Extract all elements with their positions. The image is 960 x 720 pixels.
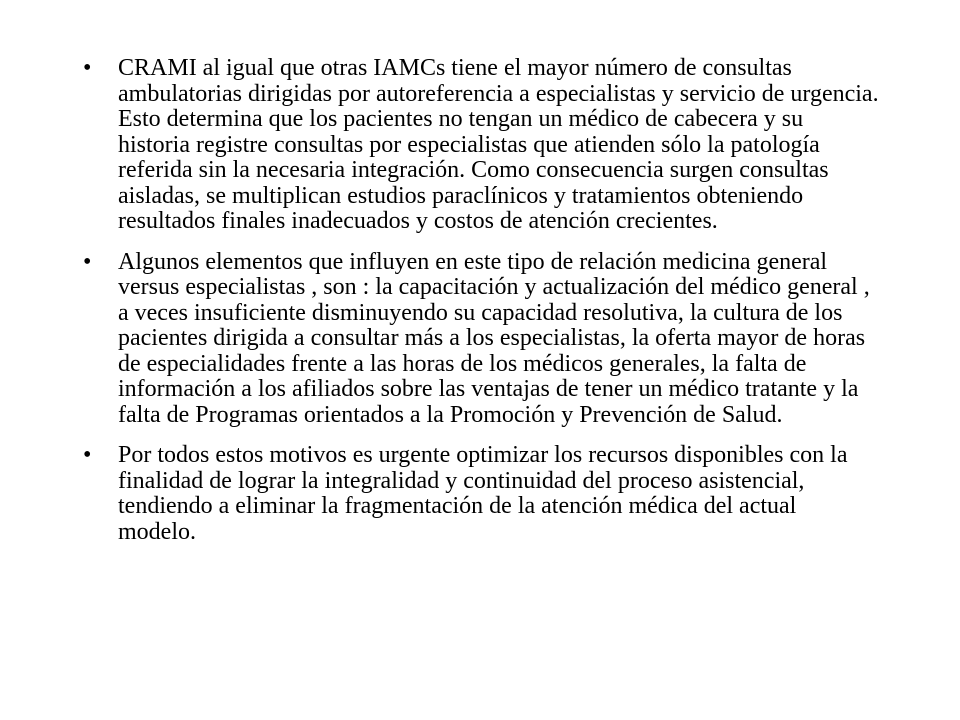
bullet-marker: • [83, 442, 92, 468]
bullet-list [80, 56, 880, 560]
bullet-text: Por todos estos motivos es urgente optimizar los recursos disponibles con la finalidad de lograr la integralidad y continuidad del proceso asistencial, tendiendo a eliminar la fragmentación de la atención médica del actual modelo. [118, 442, 848, 545]
bullet-item-2 [80, 250, 880, 429]
bullet-marker: • [83, 55, 92, 81]
bullet-text: Algunos elementos que influyen en este tipo de relación medicina general versus especialistas , son : la capacitación y actualización del médico general , a veces insuficiente disminuyendo su capacidad resolutiva, la cultura de los pacientes dirigida a consultar más a los especialistas, la oferta mayor de horas de especialidades frente a las horas de los médicos generales, la falta de información a los afiliados sobre las ventajas de tener un médico tratante y la falta de Programas orientados a la Promoción y Prevención de Salud. [118, 248, 870, 428]
bullet-marker: • [83, 248, 92, 275]
bullet-text: CRAMI al igual que otras IAMCs tiene el mayor número de consultas ambulatorias dirigidas por autoreferencia a especialistas y servicio de urgencia. Esto determina que los pacientes no tengan un médico de cabecera y su historia registre consultas por especialistas que atienden sólo la patología referida sin la necesaria integración. Como consecuencia surgen consultas aisladas, se multiplican estudios paraclínicos y tratamientos obteniendo resultados finales inadecuados y costos de atención crecientes. [118, 55, 879, 234]
bullet-item-3 [80, 443, 880, 545]
bullet-item-1 [80, 56, 880, 235]
